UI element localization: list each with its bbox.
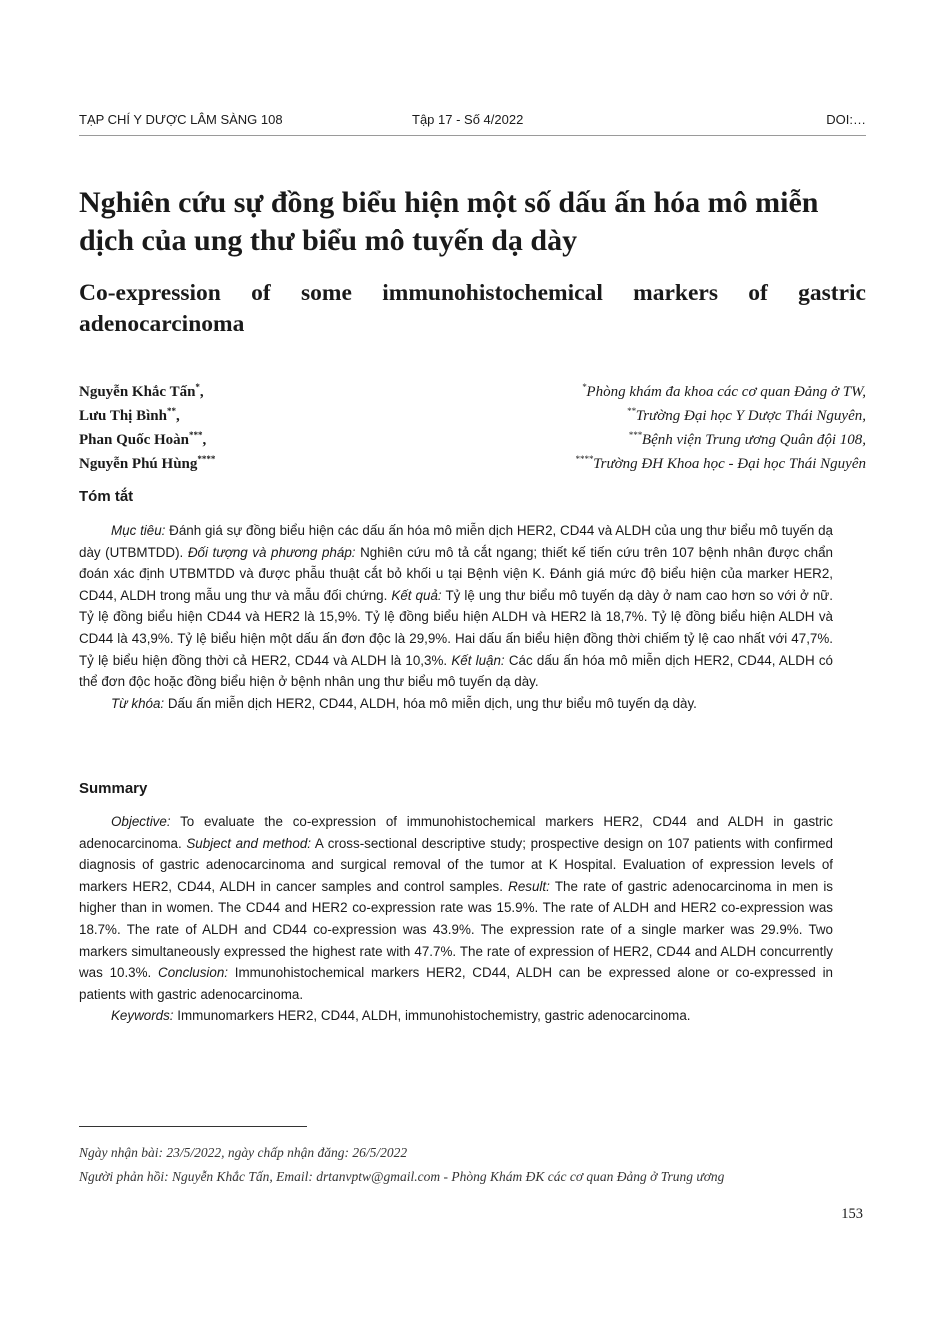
author-name: Phan Quốc Hoàn***, <box>79 430 207 448</box>
author-name: Nguyễn Phú Hùng**** <box>79 454 216 472</box>
author-row <box>79 428 866 452</box>
doi-label: DOI:… <box>826 112 866 127</box>
summary-heading: Summary <box>79 780 148 797</box>
author-name: Nguyễn Khắc Tấn*, <box>79 382 204 400</box>
abstract-vi-keywords: Từ khóa: Dấu ấn miễn dịch HER2, CD44, ALDH, hóa mô miễn dịch, ung thư biểu mô tuyến dạ dày. <box>111 695 697 711</box>
author-name: Lưu Thị Bình**, <box>79 406 180 424</box>
author-block <box>79 380 866 476</box>
page-number: 153 <box>841 1206 863 1222</box>
abstract-en <box>79 811 833 1027</box>
title-english: Co-expression of some immunohistochemical markers of gastric adenocarcinoma <box>79 280 866 337</box>
abstract-vi-heading: Tóm tắt <box>79 488 134 505</box>
journal-name: TẠP CHÍ Y DƯỢC LÂM SÀNG 108 <box>79 112 283 127</box>
author-affiliation: *Phòng khám đa khoa các cơ quan Đảng ở TW, <box>581 382 866 400</box>
author-row <box>79 404 866 428</box>
author-row <box>79 380 866 404</box>
author-affiliation: ***Bệnh viện Trung ương Quân đội 108, <box>628 430 866 448</box>
author-affiliation: ****Trường ĐH Khoa học - Đại học Thái Nguyên <box>575 454 866 472</box>
footnote-divider <box>79 1126 307 1127</box>
abstract-en-keywords: Keywords: Immunomarkers HER2, CD44, ALDH, immunohistochemistry, gastric adenocarcinoma. <box>111 1008 691 1024</box>
header-divider <box>79 135 866 136</box>
footnote-correspondence: Người phản hồi: Nguyễn Khắc Tấn, Email: drtanvptw@gmail.com - Phòng Khám ĐK các cơ quan Đảng ở Trung ương <box>79 1169 725 1184</box>
abstract-vi <box>79 520 833 714</box>
abstract-en-body: Objective: To evaluate the co-expression of immunohistochemical markers HER2, CD44 and ALDH in gastric adenocarcinoma. Subject and method: A cross-sectional descriptive study; prospective design on 107 patients with confirmed diagnosis of gastric adenocarcinoma and surgical removal of the tumor at K Hospital. Evaluation of expression levels of markers HER2, CD44, ALDH in cancer samples and control samples. Result: The rate of gastric adenocarcinoma in men is higher than in women. The CD44 and HER2 co-expression rate was 15.9%. The rate of ALDH and HER2 co-expression was 18.7%. The rate of ALDH and CD44 co-expression was 43.9%. The expression rate of a single marker was 29.9%. Two markers simultaneously expressed the highest rate with 47.7%. The rate of expression of HER2, CD44 and ALDH concurrently was 10.3%. Conclusion: Immunohistochemical markers HER2, CD44, ALDH can be expressed alone or co-expressed in patients with gastric adenocarcinoma. <box>79 814 833 1002</box>
footnotes <box>79 1141 879 1189</box>
abstract-vi-body: Mục tiêu: Đánh giá sự đồng biểu hiện các dấu ấn hóa mô miễn dịch HER2, CD44 và ALDH của ung thư biểu mô tuyến dạ dày (UTBMTDD). Đối tượng và phương pháp: Nghiên cứu mô tả cắt ngang; thiết kế tiến cứu trên 107 bệnh nhân được chẩn đoán xác định UTBMTDD và được phẫu thuật cắt bỏ khối u tại Bệnh viện K. Đánh giá mức độ biểu hiện của marker HER2, CD44, ALDH trong mẫu ung thư và mẫu đối chứng. Kết quả: Tỷ lệ ung thư biểu mô tuyến dạ dày ở nam cao hơn so với ở nữ. Tỷ lệ đồng biểu hiện CD44 và HER2 là 15,9%. Tỷ lệ đồng biểu hiện ALDH và HER2 là 18,7%. Tỷ lệ đồng biểu hiện ALDH và CD44 là 43,9%. Tỷ lệ biểu hiện một dấu ấn đơn độc là 29,9%. Hai dấu ấn biểu hiện đồng thời chiếm tỷ lệ cao nhất với 47,7%. Tỷ lệ biểu hiện đồng thời cả HER2, CD44 và ALDH là 10,3%. Kết luận: Các dấu ấn hóa mô miễn dịch HER2, CD44, ALDH có thể đơn độc hoặc đồng biểu hiện ở bệnh nhân ung thư biểu mô tuyến dạ dày. <box>79 523 833 690</box>
author-affiliation: **Trường Đại học Y Dược Thái Nguyên, <box>626 406 866 424</box>
author-row <box>79 452 866 476</box>
journal-issue: Tập 17 - Số 4/2022 <box>412 112 524 127</box>
title-vietnamese: Nghiên cứu sự đồng biểu hiện một số dấu ấn hóa mô miễn dịch của ung thư biểu mô tuyến dạ dày <box>79 186 819 257</box>
footnote-dates: Ngày nhận bài: 23/5/2022, ngày chấp nhận đăng: 26/5/2022 <box>79 1145 408 1160</box>
